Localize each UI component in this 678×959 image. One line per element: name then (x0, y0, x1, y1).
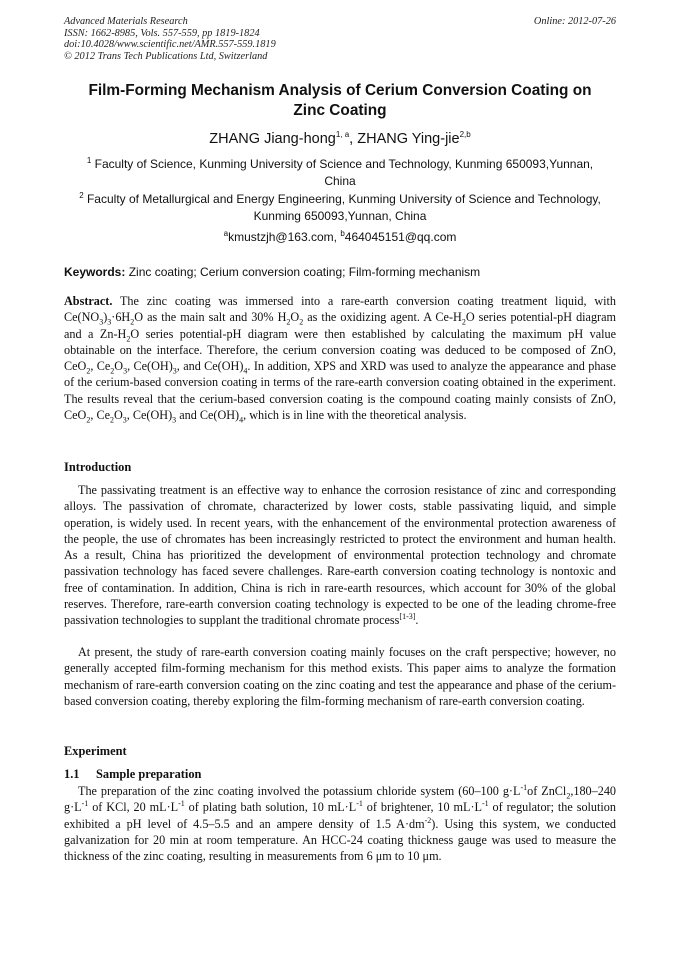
abstract-text: . In addition, XPS and XRD was used to analyze the appearance and phase of the cerium-based conversion coating in terms of the rare-earth conversion coating obtained in the experiment. The results reveal that the cerium-based conversion coating is the compound coating mainly consists of ZnO, CeO (64, 359, 616, 423)
introduction-heading: Introduction (64, 460, 132, 474)
experiment-text: of brightener, 10 mL·L (362, 800, 482, 815)
abstract-text: ·6H (111, 310, 131, 325)
author-2: ZHANG Ying-jie (357, 131, 460, 147)
superscript: -1 (520, 782, 528, 792)
subscript: 2 (286, 317, 291, 327)
author-2-affil: 2,b (459, 130, 471, 140)
experiment-text: ,180–240 g·L (64, 784, 617, 815)
experiment-heading: Experiment (64, 744, 127, 758)
subscript: 2 (566, 791, 571, 801)
abstract-text: , which is in line with the theoretical analysis. (243, 408, 467, 423)
online-date: Online: 2012-07-26 (533, 16, 616, 27)
subscript: 4 (243, 366, 248, 376)
email-separator: , (333, 230, 341, 244)
keywords-label: Keywords: (64, 265, 126, 279)
subscript: 4 (239, 415, 244, 425)
abstract-text: , and Ce(OH) (176, 359, 244, 374)
introduction-text: . (415, 613, 419, 628)
subscript: 3 (172, 415, 177, 425)
subscript: 3 (123, 366, 128, 376)
subscript: 2 (130, 317, 135, 327)
affiliation-1-text: Faculty of Science, Kunming University of Science and Technology, Kunming 650093,Yunnan, (91, 157, 594, 171)
experiment-text: of regulator; the solution exhibited a pH level of 4.5–5.5 and an ampere density of 1.5 A·dm (64, 800, 616, 831)
introduction-paragraph-2: At present, the study of rare-earth conversion coating mainly focuses on the craft perspective; however, no generally accepted film-forming mechanism for this method exists. This paper aims to analyze the formation mechanism of rare-earth conversion coating on the zinc coating and test the appearance and phase of the cerium-based conversion coating, thereby exploring the film-forming mechanism of rare-earth conversion coating. (64, 645, 616, 708)
experiment-text: of KCl, 20 mL·L (88, 800, 179, 815)
subscript: 2 (110, 366, 115, 376)
subscript: 3 (122, 415, 127, 425)
journal-header (64, 16, 616, 62)
abstract-text: O (290, 310, 300, 325)
affiliation-1-line-2: China (324, 174, 356, 188)
abstract-text: O (113, 408, 123, 423)
abstract-text: , Ce (90, 359, 111, 374)
affiliation-2-text: Faculty of Metallurgical and Energy Engineering, Kunming University of Science and Technology, (83, 192, 601, 206)
subsection-number: 1.1 (64, 767, 80, 781)
subscript: 2 (461, 317, 466, 327)
abstract-text: O series potential-pH diagram were then established by calculating the maximum pH value obtainable on the interface. Therefore, the cerium conversion coating was deduced to be composed of ZnO, CeO (64, 326, 616, 374)
affiliation-2-number: 2 (79, 191, 84, 200)
introduction-paragraph-1 (64, 482, 616, 629)
abstract-text: O as the main salt and 30% H (134, 310, 287, 325)
affiliation-2-line-2: Kunming 650093,Yunnan, China (253, 209, 427, 223)
doi-line: doi:10.4028/www.scientific.net/AMR.557-559.1819 (64, 39, 276, 51)
introduction-text: The passivating treatment is an effective way to enhance the corrosion resistance of zinc and corresponding alloys. The passivation of chromate, characterized by lower costs, stable passivating liquid, and simple operation, is widely used. In recent years, with the enhancement of the environmental protection awareness of the people, the use of chromates has been increasingly restricted to protect the environment and human health. As a result, China has prioritized the development of environmental protection technology and chromate passivation technology has faced severe challenges. Rare-earth conversion coating technology is nontoxic and free of contamination. In addition, China is rich in rare-earth resources, which account for 30% of the global reserves. Therefore, rare-earth conversion coating technology is expected to be one of the leading chrome-free passivation technologies to supplant the traditional chromate process (64, 483, 616, 628)
superscript: -1 (81, 799, 89, 809)
experiment-text: of ZnCl (527, 784, 567, 798)
email-a: kmustzjh@163.com (228, 230, 334, 244)
email-b: 464045151@qq.com (344, 230, 457, 244)
issn-line: ISSN: 1662-8985, Vols. 557-559, pp 1819-1824 (64, 27, 260, 39)
experiment-text: ). Using this system, we conducted galvanization for 20 min at room temperature. An HCC-24 coating thickness gauge was used to measure the thickness of the zinc coating, resulting in measurements from 6 μm to 10 μm. (64, 816, 616, 864)
abstract-text: O (114, 359, 124, 374)
affiliation-2 (64, 191, 616, 225)
affiliation-1 (64, 156, 616, 190)
title-line-2: Zinc Coating (293, 102, 387, 119)
journal-name: Advanced Materials Research (64, 16, 188, 27)
subscript: 3 (172, 366, 177, 376)
sample-preparation-paragraph (64, 783, 616, 864)
abstract (64, 293, 616, 423)
subscript: 3 (99, 317, 104, 327)
abstract-text: and Ce(OH) (176, 408, 240, 423)
affiliation-1-number: 1 (86, 156, 92, 165)
abstract-text: , Ce(OH) (126, 408, 173, 423)
author-separator: , (349, 131, 358, 147)
abstract-text: , Ce(OH) (127, 359, 173, 374)
keywords (64, 264, 616, 280)
email-a-marker: a (223, 229, 229, 238)
abstract-text: O series potential-pH diagram and a Zn-H (64, 310, 617, 341)
subscript: 2 (109, 415, 114, 425)
paper-title (64, 81, 616, 121)
subsection-title: Sample preparation (96, 767, 202, 781)
subscript: 2 (126, 334, 131, 344)
subscript: 2 (299, 317, 304, 327)
experiment-text: of plating bath solution, 10 mL·L (184, 800, 357, 815)
keywords-text: Zinc coating; Cerium conversion coating; Film-forming mechanism (125, 265, 481, 279)
author-emails (64, 229, 616, 245)
subscript: 2 (86, 415, 91, 425)
author-list (64, 130, 616, 148)
citation: [1-3] (399, 612, 416, 622)
copyright-line: © 2012 Trans Tech Publications Ltd, Switzerland (64, 50, 268, 62)
abstract-text: ) (103, 310, 108, 325)
superscript: -1 (356, 799, 363, 809)
abstract-text: , Ce (90, 408, 110, 423)
author-1: ZHANG Jiang-hong (209, 131, 336, 147)
superscript: -2 (424, 815, 432, 825)
title-line-1: Film-Forming Mechanism Analysis of Cerium Conversion Coating on (88, 82, 592, 99)
subsection-heading (64, 767, 201, 782)
experiment-text: The preparation of the zinc coating involved the potassium chloride system (60–100 g·L (78, 784, 521, 798)
abstract-text: The zinc coating was immersed into a rare-earth conversion coating treatment liquid, with Ce(NO (64, 294, 616, 325)
email-b-marker: b (340, 229, 345, 238)
author-1-affil: 1, a (335, 130, 350, 140)
subscript: 3 (107, 317, 112, 327)
superscript: -1 (178, 799, 185, 809)
abstract-label: Abstract. (64, 294, 113, 308)
abstract-text: as the oxidizing agent. A Ce-H (303, 310, 462, 325)
subscript: 2 (86, 366, 91, 376)
superscript: -1 (481, 799, 489, 809)
